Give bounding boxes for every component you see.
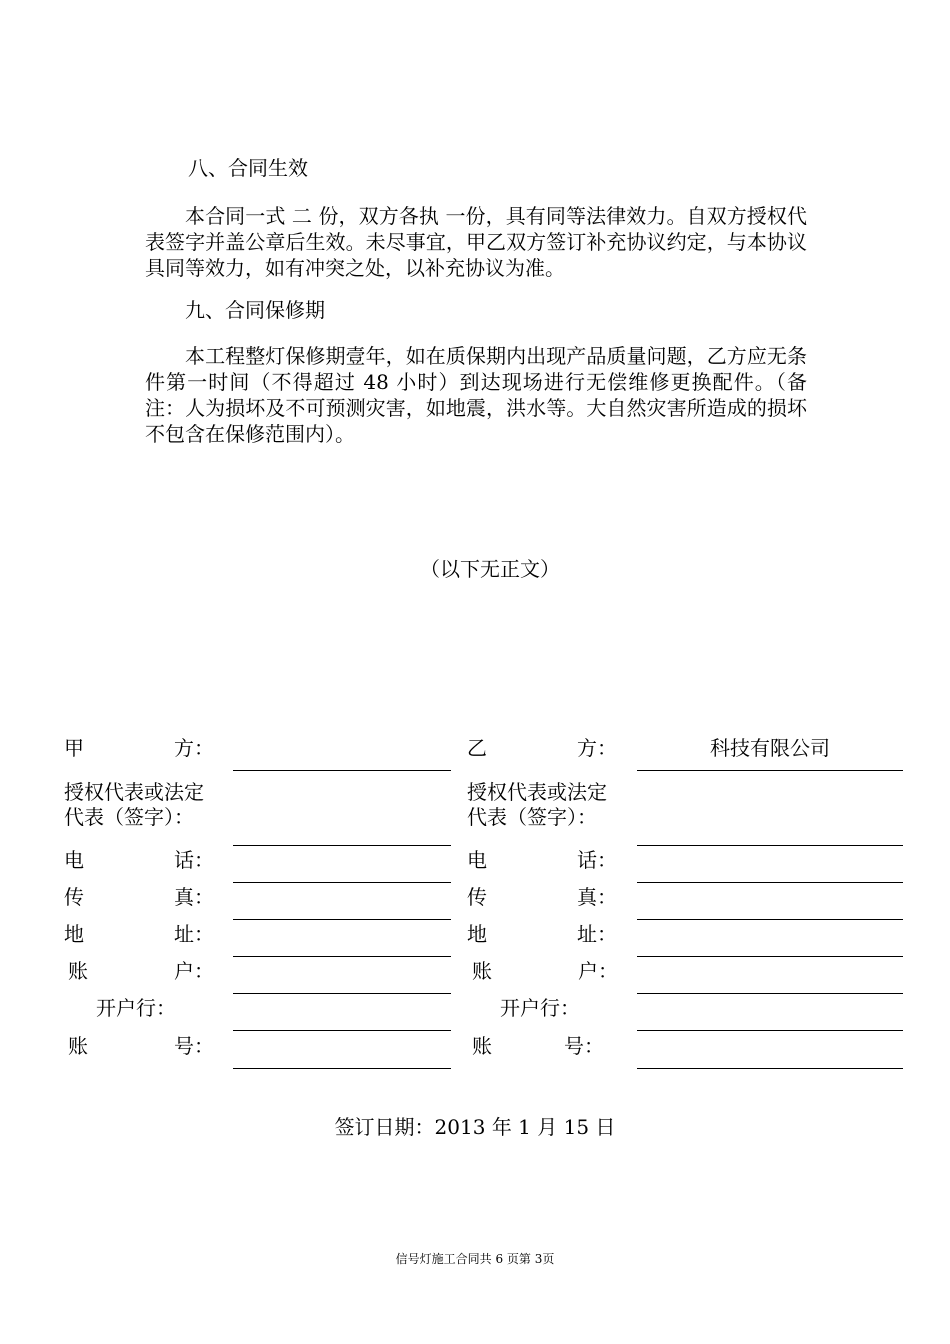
- party-b-name-value: 科技有限公司: [710, 736, 830, 760]
- party-a-fax-line: [233, 919, 451, 920]
- party-a-address-line: [233, 956, 451, 957]
- party-b-rep-line: [637, 845, 903, 846]
- party-a-address-label: 地 址：: [64, 922, 214, 946]
- party-b-name-label: 乙 方：: [467, 736, 617, 760]
- section-8-title: 八、合同生效: [188, 156, 308, 180]
- party-a-account-no-label: 账 号：: [68, 1034, 214, 1058]
- section-9-paragraph: 本工程整灯保修期壹年，如在质保期内出现产品质量问题，乙方应无条件第一时间（不得超过 48 小时）到达现场进行无偿维修更换配件。（备注：人为损坏及不可预测灾害，如地震，洪水等。大自然灾害所造成的损坏不包含在保修范围内）。: [145, 344, 807, 446]
- page-footer: 信号灯施工合同共 6 页第 3页: [395, 1252, 555, 1266]
- party-b-phone-line: [637, 882, 903, 883]
- party-b-fax-label: 传 真：: [467, 885, 617, 909]
- party-a-name-line: [233, 770, 451, 771]
- section-8-paragraph: 本合同一式 二 份，双方各执 一份，具有同等法律效力。自双方授权代表签字并盖公章后生效。未尽事宜，甲乙双方签订补充协议约定，与本协议具同等效力，如有冲突之处，以补充协议为准。: [145, 204, 807, 280]
- party-a-name-label: 甲 方：: [64, 736, 214, 760]
- party-b-address-label: 地 址：: [467, 922, 617, 946]
- party-b-fax-line: [637, 919, 903, 920]
- signing-date: 签订日期：2013 年 1 月 15 日: [334, 1115, 616, 1139]
- party-a-bank-line: [233, 1030, 451, 1031]
- party-b-account-no-line: [637, 1068, 903, 1069]
- section-8-body: [145, 203, 807, 281]
- party-a-phone-line: [233, 882, 451, 883]
- no-more-text: （以下无正文）: [420, 557, 560, 581]
- party-a-fax-label: 传 真：: [64, 885, 214, 909]
- party-b-account-name-label: 账 户：: [472, 959, 618, 983]
- party-b-name-line: [637, 770, 903, 771]
- party-a-account-name-line: [233, 993, 451, 994]
- party-a-phone-label: 电 话：: [64, 848, 214, 872]
- party-b-bank-label: 开户行：: [500, 996, 580, 1020]
- party-a-account-name-label: 账 户：: [68, 959, 214, 983]
- party-a-rep-label: 授权代表或法定 代表（签字）：: [64, 780, 204, 829]
- party-b-phone-label: 电 话：: [467, 848, 617, 872]
- party-b-bank-line: [637, 1030, 903, 1031]
- party-b-account-no-label: 账 号：: [472, 1034, 604, 1058]
- party-b-account-name-line: [637, 993, 903, 994]
- party-b-address-line: [637, 956, 903, 957]
- section-9-title: 九、合同保修期: [185, 298, 325, 322]
- party-a-account-no-line: [233, 1068, 451, 1069]
- party-a-rep-line: [233, 845, 451, 846]
- section-9-body: [145, 343, 807, 447]
- party-a-bank-label: 开户行：: [96, 996, 176, 1020]
- party-b-rep-label: 授权代表或法定 代表（签字）：: [467, 780, 607, 829]
